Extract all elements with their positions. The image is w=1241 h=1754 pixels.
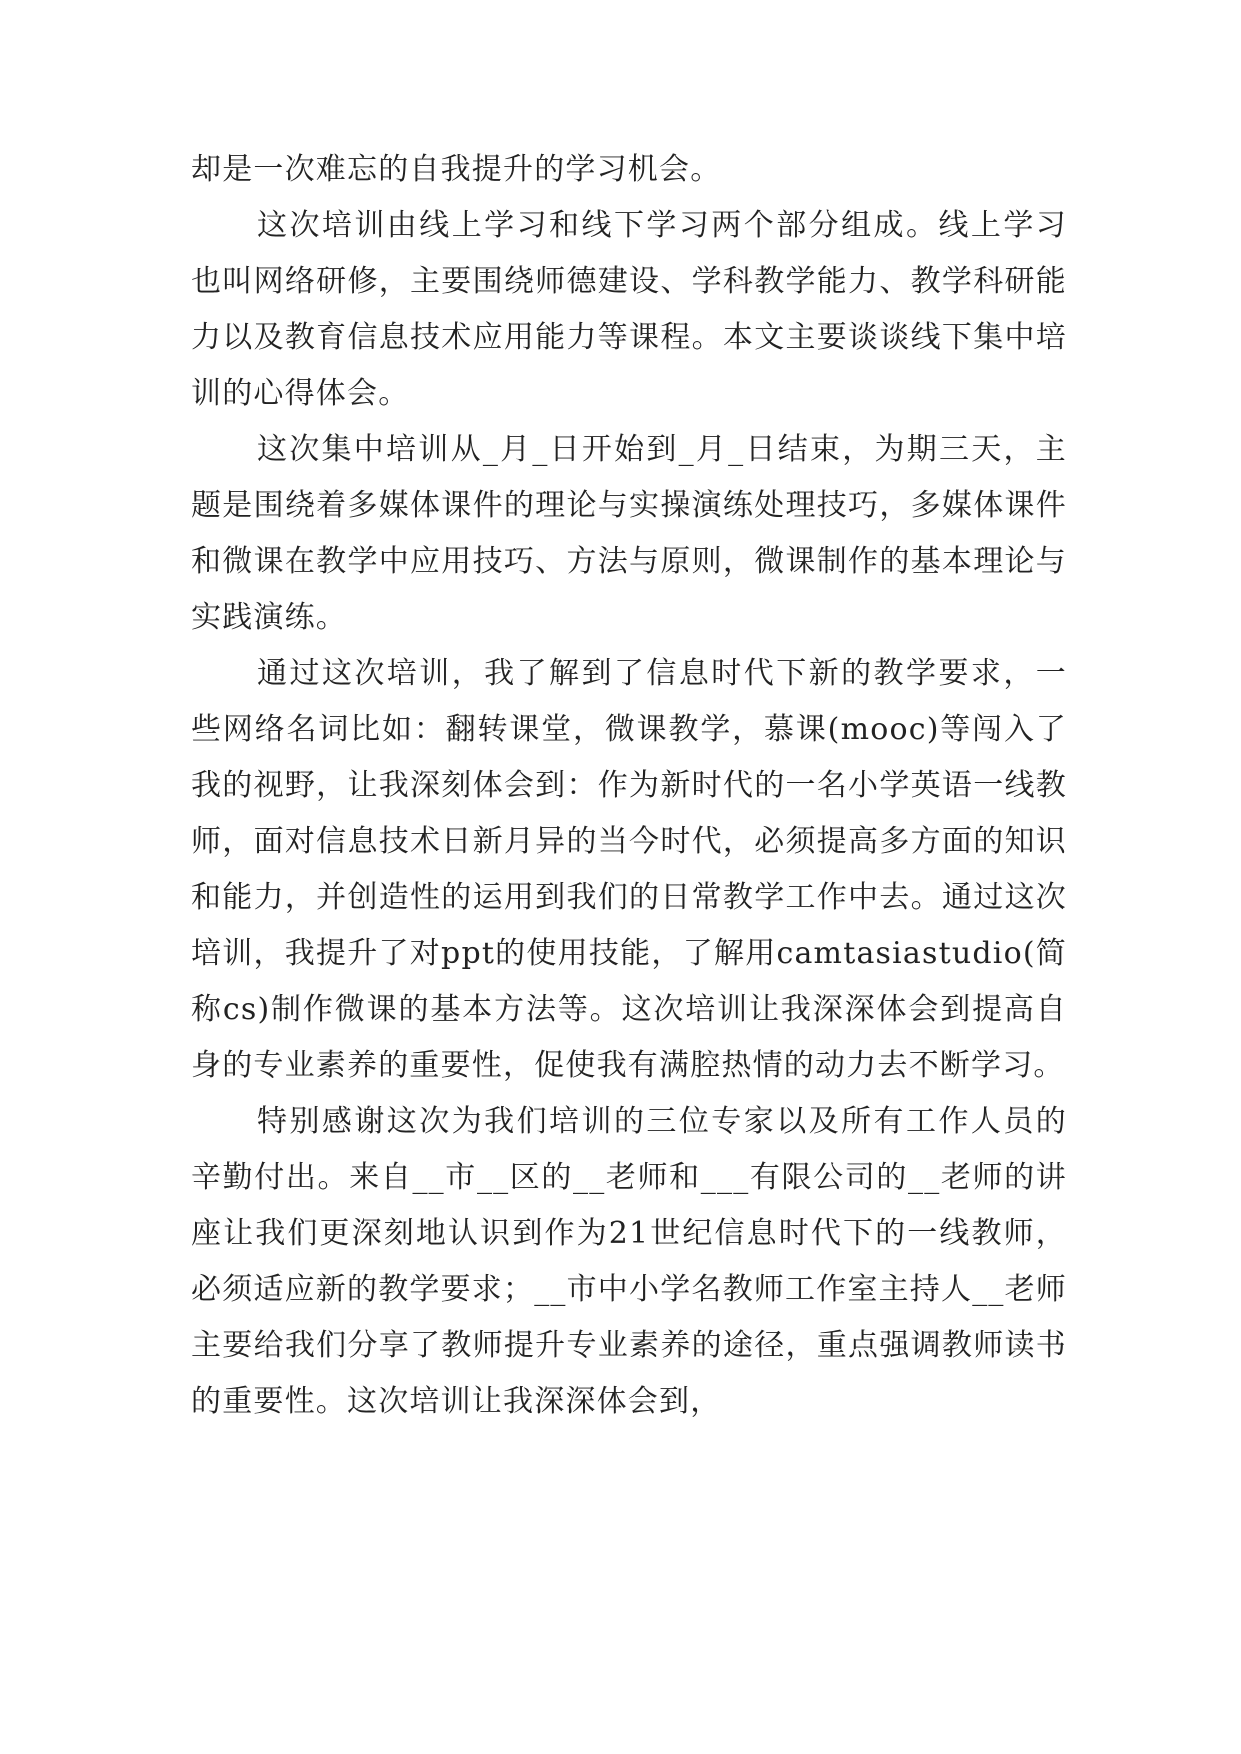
paragraph-training-schedule: 这次集中培训从_月_日开始到_月_日结束，为期三天，主题是围绕着多媒体课件的理论与实操演练处理技巧，多媒体课件和微课在教学中应用技巧、方法与原则，微课制作的基本理论与实践演练。 <box>191 432 1067 635</box>
paragraph-continuation: 却是一次难忘的自我提升的学习机会。 <box>191 152 722 187</box>
paragraph-training-gains: 通过这次培训，我了解到了信息时代下新的教学要求，一些网络名词比如：翻转课堂，微课教学，慕课(mooc)等闯入了我的视野，让我深刻体会到：作为新时代的一名小学英语一线教师，面对信息技术日新月异的当今时代，必须提高多方面的知识和能力，并创造性的运用到我们的日常教学工作中去。通过这次培训，我提升了对ppt的使用技能，了解用camtasiastudio(简称cs)制作微课的基本方法等。这次培训让我深深体会到提高自身的专业素养的重要性，促使我有满腔热情的动力去不断学习。 <box>191 656 1067 1083</box>
document-body <box>191 142 1067 1430</box>
paragraph-acknowledgements: 特别感谢这次为我们培训的三位专家以及所有工作人员的辛勤付出。来自__市__区的__老师和___有限公司的__老师的讲座让我们更深刻地认识到作为21世纪信息时代下的一线教师，必须适应新的教学要求；__市中小学名教师工作室主持人__老师主要给我们分享了教师提升专业素养的途径，重点强调教师读书的重要性。这次培训让我深深体会到， <box>191 1104 1067 1419</box>
paragraph-training-structure: 这次培训由线上学习和线下学习两个部分组成。线上学习也叫网络研修，主要围绕师德建设、学科教学能力、教学科研能力以及教育信息技术应用能力等课程。本文主要谈谈线下集中培训的心得体会。 <box>191 208 1067 411</box>
